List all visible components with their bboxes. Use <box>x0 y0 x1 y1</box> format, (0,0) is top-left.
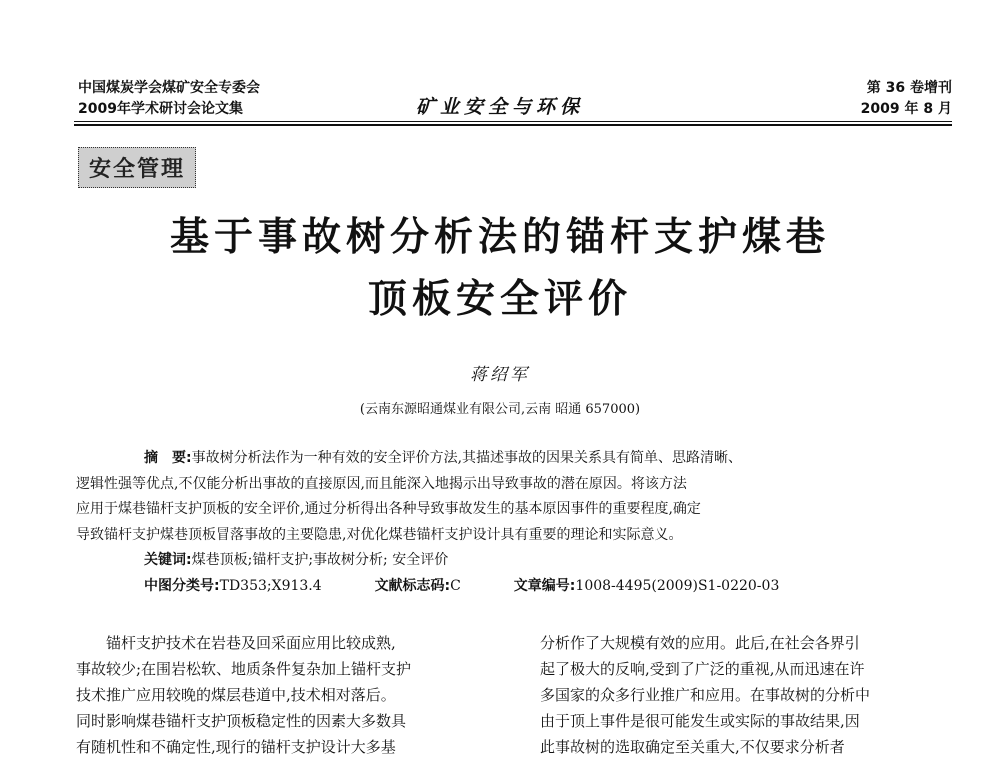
header-volume: 第 36 卷增刊 <box>866 80 952 96</box>
abstract-label: 摘 要: <box>144 450 192 466</box>
doc-code-value: C <box>450 577 461 594</box>
body-line: 由于顶上事件是很可能发生或实际的事故结果,因 <box>540 712 860 730</box>
keywords-line <box>76 548 914 574</box>
body-line: 同时影响煤巷锚杆支护顶板稳定性的因素大多数具 <box>76 712 407 730</box>
section-tag: 安全管理 <box>78 147 196 188</box>
classification-line <box>76 574 914 600</box>
body-column-right <box>540 630 870 760</box>
abstract-block <box>76 446 914 599</box>
clc-value: TD353;X913.4 <box>219 577 322 594</box>
header-rule-thick <box>74 124 952 126</box>
body-line: 此事故树的选取确定至关重大,不仅要求分析者 <box>540 738 845 756</box>
abstract-text: 事故树分析法作为一种有效的安全评价方法,其描述事故的因果关系具有简单、思路清晰、 <box>191 450 743 466</box>
header-rule-thin <box>74 121 952 122</box>
body-line: 技术推广应用较晚的煤层巷道中,技术相对落后。 <box>76 686 396 704</box>
body-line: 事故较少;在围岩松软、地质条件复杂加上锚杆支护 <box>76 660 412 678</box>
abstract-line: 导致锚杆支护煤巷顶板冒落事故的主要隐患,对优化煤巷锚杆支护设计具有重要的理论和实际意义。 <box>76 526 683 543</box>
keywords-text: 煤巷顶板;锚杆支护;事故树分析; 安全评价 <box>191 552 449 568</box>
abstract-line: 逻辑性强等优点,不仅能分析出事故的直接原因,而且能深入地揭示出导致事故的潜在原因。将该方法 <box>76 475 687 492</box>
body-line: 分析作了大规模有效的应用。此后,在社会各界引 <box>540 634 860 652</box>
paper-title-line1: 基于事故树分析法的锚杆支护煤巷 <box>169 215 830 260</box>
header-left-line2: 2009年学术研讨会论文集 <box>78 101 243 117</box>
abstract-line: 应用于煤巷锚杆支护顶板的安全评价,通过分析得出各种导致事故发生的基本原因事件的重要程度,确定 <box>76 501 701 517</box>
body-line: 多国家的众多行业推广和应用。在事故树的分析中 <box>540 686 871 704</box>
body-line: 有随机性和不确定性,现行的锚杆支护设计大多基 <box>76 738 396 756</box>
journal-title: 矿业安全与环保 <box>415 96 584 118</box>
body-line: 起了极大的反响,受到了广泛的重视,从而迅速在许 <box>540 660 865 678</box>
author-name: 蒋绍军 <box>470 365 530 385</box>
doc-code-label: 文献标志码: <box>374 577 451 594</box>
header-left-line1: 中国煤炭学会煤矿安全专委会 <box>78 80 260 96</box>
clc-label: 中图分类号: <box>144 577 220 594</box>
body-column-left <box>76 630 411 760</box>
abstract-line <box>76 446 914 472</box>
header-date: 2009 年 8 月 <box>860 101 952 117</box>
paper-title-line2: 顶板安全评价 <box>367 277 632 322</box>
journal-header-right <box>861 78 952 120</box>
keywords-label: 关键词: <box>144 552 192 568</box>
article-number-value: 1008-4495(2009)S1-0220-03 <box>575 577 780 594</box>
author-affiliation: (云南东源昭通煤业有限公司,云南 昭通 657000) <box>359 402 641 417</box>
body-line: 锚杆支护技术在岩巷及回采面应用比较成熟, <box>106 634 396 652</box>
article-number-label: 文章编号: <box>513 577 576 594</box>
